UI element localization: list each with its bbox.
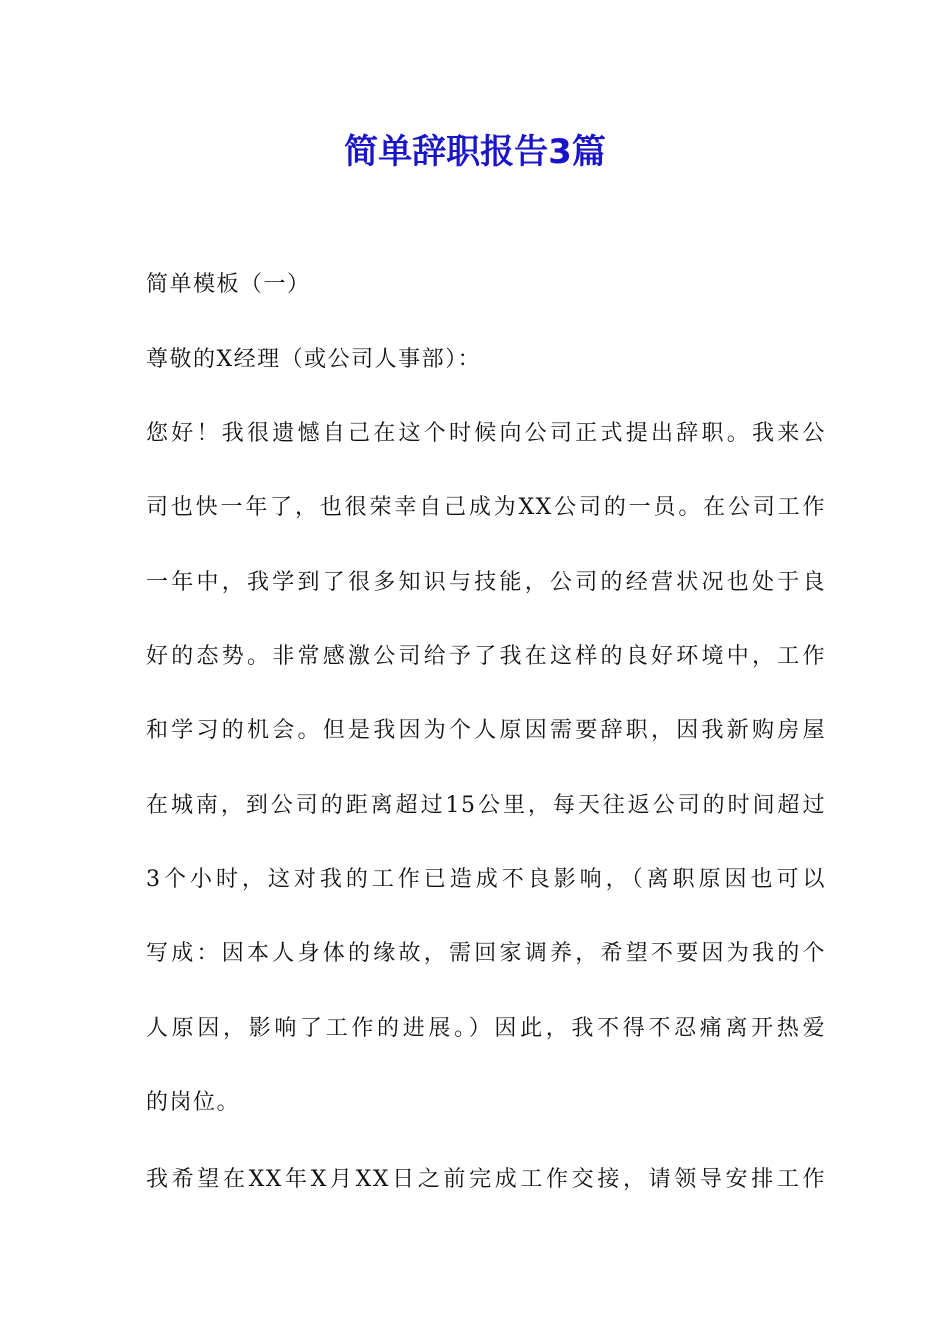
section-heading: 简单模板（一）: [146, 272, 311, 297]
paragraph-line: 人原因，影响了工作的进展。）因此，我不得不忍痛离开热爱: [146, 1016, 826, 1041]
paragraph-line: 在城南，到公司的距离超过15公里，每天往返公司的时间超过: [146, 793, 826, 818]
paragraph-line: 我希望在XX年X月XX日之前完成工作交接，请领导安排工作: [146, 1167, 826, 1192]
document-title: 简单辞职报告3篇: [344, 132, 606, 172]
paragraph-line: 司也快一年了，也很荣幸自己成为XX公司的一员。在公司工作: [146, 495, 826, 520]
paragraph-line: 写成：因本人身体的缘故，需回家调养，希望不要因为我的个: [146, 941, 826, 966]
paragraph-line: 您好！我很遗憾自己在这个时候向公司正式提出辞职。我来公: [146, 421, 826, 446]
paragraph-line: 3个小时，这对我的工作已造成不良影响，（离职原因也可以: [146, 867, 826, 892]
salutation: 尊敬的X经理（或公司人事部）：: [146, 347, 482, 372]
paragraph-line: 的岗位。: [146, 1090, 241, 1115]
paragraph-line: 好的态势。非常感激公司给予了我在这样的良好环境中，工作: [146, 644, 826, 669]
paragraph-line: 和学习的机会。但是我因为个人原因需要辞职，因我新购房屋: [146, 718, 826, 743]
paragraph-line: 一年中，我学到了很多知识与技能，公司的经营状况也处于良: [146, 570, 826, 595]
